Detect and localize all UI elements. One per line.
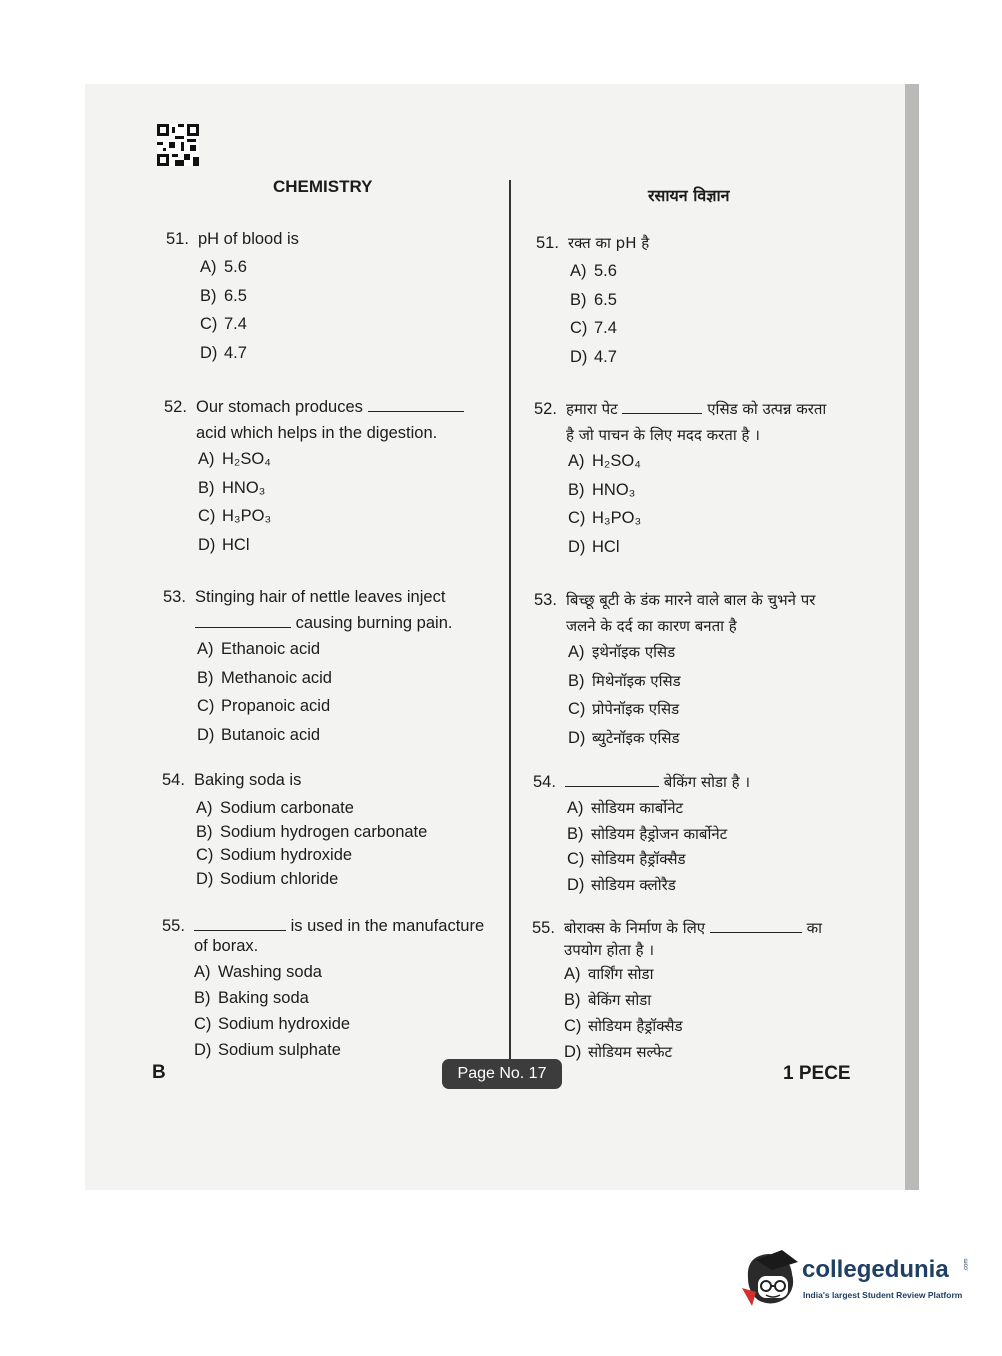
question-stem: Our stomach produces — [196, 398, 363, 416]
column-divider — [509, 180, 511, 1060]
option-d: D) सोडियम क्लोरैड — [567, 875, 676, 894]
question-51-en — [166, 226, 496, 366]
question-53-hi — [534, 587, 874, 757]
booklet-series: B — [152, 1062, 166, 1083]
question-55-en — [162, 913, 502, 1063]
student-mascot-icon — [742, 1248, 800, 1312]
option-d: D) ब्युटेनॉइक एसिड — [568, 728, 680, 747]
question-number: 51. — [536, 234, 559, 252]
option-a: A) Washing soda — [194, 963, 322, 981]
question-stem: हमारा पेट — [566, 400, 618, 418]
option-d: D) HCl — [198, 535, 250, 554]
question-stem-end: का — [806, 919, 823, 937]
option-b: B) मिथेनॉइक एसिड — [568, 671, 681, 690]
option-c: C) Sodium hydroxide — [194, 1015, 351, 1033]
question-number: 52. — [534, 400, 557, 418]
option-c: C) Propanoic acid — [197, 697, 331, 715]
question-stem-continued: causing burning pain. — [295, 614, 453, 632]
option-b: B) सोडियम हैड्रोजन कार्बोनेट — [567, 824, 728, 843]
question-stem: बिच्छू बूटी के डंक मारने वाले बाल के चुभने पर — [566, 591, 816, 609]
option-a: A) वार्शिंग सोडा — [564, 965, 654, 983]
option-d: D) HCl — [568, 537, 620, 556]
page-number-badge: Page No. 17 — [442, 1059, 562, 1089]
option-c: C) सोडियम हैड्रॉक्सैड — [567, 850, 686, 868]
question-number: 54. — [533, 773, 556, 791]
question-stem: बेकिंग सोडा है । — [663, 773, 751, 791]
option-a: A) इथेनॉइक एसिड — [568, 643, 676, 661]
question-54-en — [162, 767, 492, 897]
subject-title-english: CHEMISTRY — [273, 177, 373, 196]
question-stem-end: एसिड को उत्पन्न करता — [707, 400, 827, 418]
option-a: A) Sodium carbonate — [196, 799, 354, 817]
answer-blank — [195, 613, 291, 628]
question-number: 55. — [162, 917, 185, 935]
option-c: C) 7.4 — [200, 315, 247, 333]
question-number: 51. — [166, 230, 189, 248]
option-a: A) 5.6 — [200, 258, 247, 276]
subject-title-hindi: रसायन विज्ञान — [648, 186, 730, 205]
question-stem-continued: उपयोग होता है । — [564, 941, 655, 959]
question-54-hi — [533, 769, 863, 899]
question-stem-continued: जलने के दर्द का कारण बनता है — [566, 617, 737, 635]
question-stem-continued: acid which helps in the digestion. — [196, 424, 438, 442]
question-stem-continued: है जो पाचन के लिए मदद करता है । — [566, 426, 760, 444]
question-stem: रक्त का pH है — [568, 234, 650, 252]
option-b: B) 6.5 — [570, 290, 617, 309]
question-number: 53. — [534, 591, 557, 609]
answer-blank — [368, 397, 464, 412]
brand-tagline: India's largest Student Review Platform — [803, 1290, 963, 1300]
option-b: B) Sodium hydrogen carbonate — [196, 822, 428, 841]
option-d: D) Sodium chloride — [196, 869, 339, 888]
question-53-en — [163, 584, 493, 754]
option-b: B) 6.5 — [200, 286, 247, 305]
option-c: C) Sodium hydroxide — [196, 846, 353, 864]
option-a: A) सोडियम कार्बोनेट — [567, 799, 684, 817]
option-d: D) 4.7 — [570, 347, 617, 366]
qr-code-icon — [157, 124, 199, 166]
option-c: C) H₃PO₃ — [568, 509, 642, 527]
question-stem: pH of blood is — [198, 230, 299, 248]
option-a: A) 5.6 — [570, 262, 617, 280]
option-d: D) Sodium sulphate — [194, 1041, 341, 1059]
question-51-hi — [536, 230, 866, 370]
question-52-en — [164, 394, 494, 564]
option-d: D) 4.7 — [200, 343, 247, 362]
question-52-hi — [534, 396, 864, 566]
option-b: B) HNO₃ — [198, 478, 266, 497]
option-d: D) Butanoic acid — [197, 725, 321, 744]
option-b: B) HNO₃ — [568, 480, 636, 499]
paper-code: 1 PECE — [783, 1063, 851, 1084]
option-a: A) H₂SO₄ — [198, 450, 271, 468]
answer-blank — [622, 399, 702, 414]
option-a: A) H₂SO₄ — [568, 452, 641, 470]
option-b: B) Baking soda — [194, 989, 309, 1007]
question-stem: is used in the manufacture — [290, 917, 485, 935]
question-stem: Stinging hair of nettle leaves inject — [195, 588, 446, 606]
question-number: 53. — [163, 588, 186, 606]
option-b: B) बेकिंग सोडा — [564, 991, 652, 1009]
question-stem: बोराक्स के निर्माण के लिए — [564, 919, 706, 937]
option-b: B) Methanoic acid — [197, 668, 332, 687]
option-c: C) H₃PO₃ — [198, 507, 272, 525]
question-number: 55. — [532, 919, 555, 937]
answer-blank — [194, 916, 286, 931]
option-d: D) सोडियम सल्फेट — [564, 1043, 673, 1061]
option-c: C) प्रोपेनॉइक एसिड — [568, 700, 680, 718]
question-stem: Baking soda is — [194, 771, 302, 789]
brand-domain: .com — [963, 1258, 970, 1272]
question-55-hi — [532, 915, 872, 1065]
answer-blank — [565, 772, 659, 787]
brand-name: collegedunia — [802, 1256, 949, 1283]
option-c: C) 7.4 — [570, 319, 617, 337]
question-stem-continued: of borax. — [194, 937, 259, 955]
option-a: A) Ethanoic acid — [197, 640, 321, 658]
page-edge-shadow — [905, 84, 919, 1190]
option-c: C) सोडियम हैड्रॉक्सैड — [564, 1017, 683, 1035]
answer-blank — [710, 918, 802, 933]
collegedunia-logo — [742, 1248, 972, 1318]
question-number: 52. — [164, 398, 187, 416]
question-number: 54. — [162, 771, 185, 789]
